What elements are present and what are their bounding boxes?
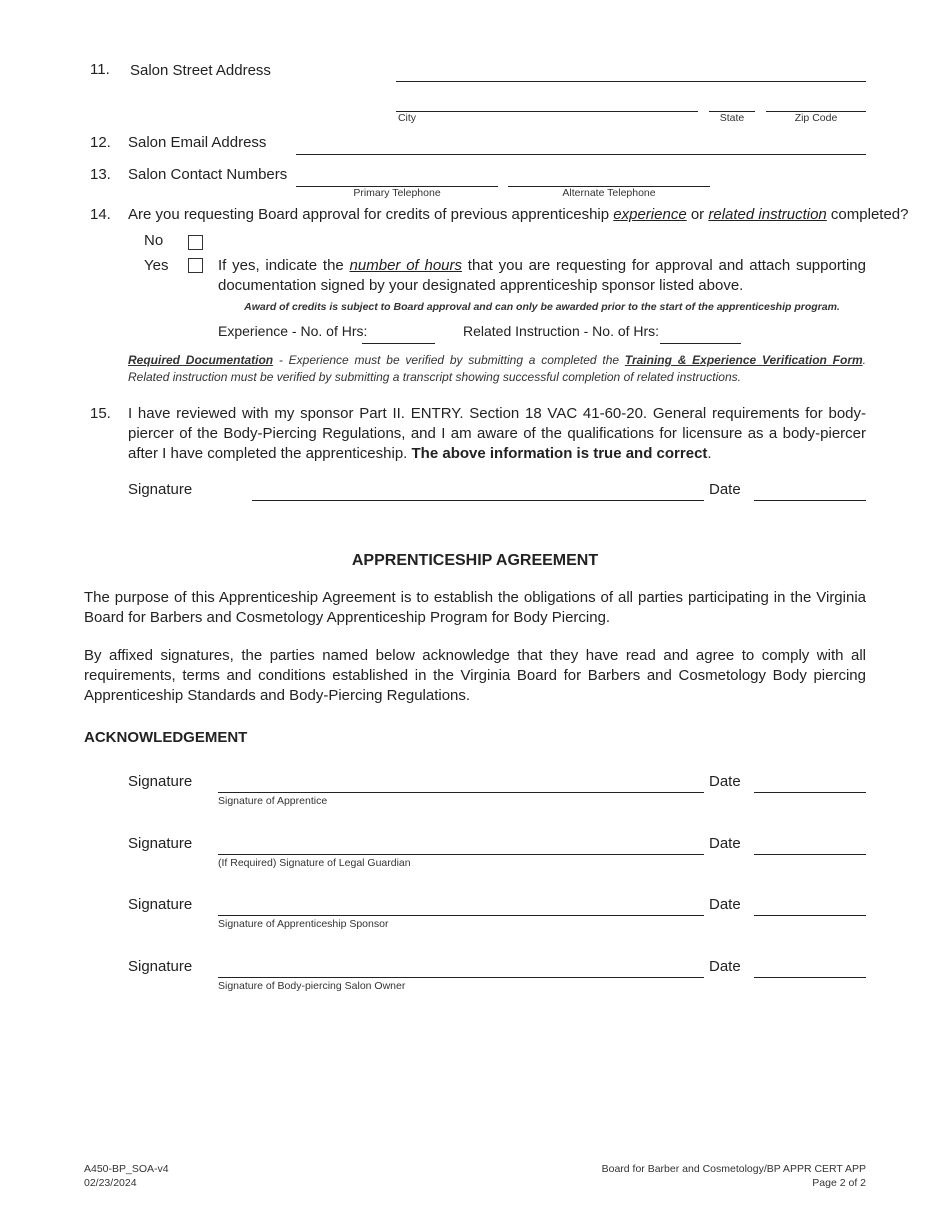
q15-signature-label: Signature xyxy=(128,481,193,498)
experience-hours-label: Experience - No. of Hrs: xyxy=(218,323,368,339)
sponsor-date-label: Date xyxy=(709,896,741,913)
experience-emphasis: experience xyxy=(613,206,687,223)
related-instruction-hours-label: Related Instruction - No. of Hrs: xyxy=(463,323,660,339)
no-checkbox[interactable] xyxy=(188,235,203,250)
q15-number: 15. xyxy=(90,405,111,422)
guardian-signature-label: Signature xyxy=(128,835,193,852)
verification-form-link: Training & Experience Verification Form xyxy=(624,353,863,367)
sponsor-signature-field[interactable] xyxy=(218,915,704,916)
acknowledgement-heading: ACKNOWLEDGEMENT xyxy=(84,729,248,746)
if-yes-instructions: If yes, indicate the number of hours that you are requesting for approval and attach supporting documentation signed by your designated apprenticeship sponsor listed above. xyxy=(218,257,866,294)
form-code: A450-BP_SOA-v4 xyxy=(84,1163,169,1175)
agreement-purpose: The purpose of this Apprenticeship Agreement is to establish the obligations of all parties participating in the Virginia Board for Barbers and Cosmetology Apprenticeship Program for Body Piercing. xyxy=(84,589,866,626)
q15-date-label: Date xyxy=(709,481,741,498)
sponsor-date-field[interactable] xyxy=(754,915,866,916)
award-note: Award of credits is subject to Board approval and can only be awarded prior to the start of the apprenticeship program. xyxy=(244,301,840,313)
q11-number: 11. xyxy=(90,61,110,78)
q13-number: 13. xyxy=(90,166,111,183)
zip-caption: Zip Code xyxy=(794,112,838,124)
footer-board-name: Board for Barber and Cosmetology/BP APPR CERT APP xyxy=(601,1163,866,1175)
city-caption: City xyxy=(397,112,417,124)
salon-email-label: Salon Email Address xyxy=(128,134,267,151)
q14-question: Are you requesting Board approval for credits of previous apprenticeship experience or related instruction completed? xyxy=(128,206,909,223)
salon-owner-signature-field[interactable] xyxy=(218,977,704,978)
street-address-field[interactable] xyxy=(396,81,866,82)
q15-signature-field[interactable] xyxy=(252,500,704,501)
salon-owner-signature-label: Signature xyxy=(128,958,193,975)
guardian-date-label: Date xyxy=(709,835,741,852)
yes-option-label: Yes xyxy=(144,257,169,274)
q15-date-field[interactable] xyxy=(754,500,866,501)
q14-number: 14. xyxy=(90,206,111,223)
salon-email-field[interactable] xyxy=(296,154,866,155)
primary-telephone-caption: Primary Telephone xyxy=(353,187,441,199)
related-instruction-emphasis: related instruction xyxy=(708,206,827,223)
number-of-hours-emphasis: number of hours xyxy=(349,257,463,274)
salon-street-address-label: Salon Street Address xyxy=(130,62,271,79)
alternate-telephone-caption: Alternate Telephone xyxy=(562,187,656,199)
sponsor-signature-label: Signature xyxy=(128,896,193,913)
salon-owner-date-label: Date xyxy=(709,958,741,975)
page-number: Page 2 of 2 xyxy=(812,1177,866,1189)
guardian-signature-caption: (If Required) Signature of Legal Guardian xyxy=(218,857,411,869)
related-instruction-hours-field[interactable] xyxy=(660,343,741,344)
guardian-signature-field[interactable] xyxy=(218,854,704,855)
agreement-acknowledge-text: By affixed signatures, the parties named below acknowledge that they have read and agree to comply with all requirements, terms and conditions established in the Virginia Board for Barbers and Cosmetology Body piercing Apprenticeship Standards and Body-Piercing Regulations. xyxy=(84,647,866,704)
salon-contact-label: Salon Contact Numbers xyxy=(128,166,288,183)
apprentice-signature-caption: Signature of Apprentice xyxy=(218,795,328,807)
apprentice-date-label: Date xyxy=(709,773,741,790)
form-revision-date: 02/23/2024 xyxy=(84,1177,137,1189)
apprentice-signature-field[interactable] xyxy=(218,792,704,793)
agreement-title: APPRENTICESHIP AGREEMENT xyxy=(351,552,599,569)
experience-hours-field[interactable] xyxy=(362,343,435,344)
salon-owner-date-field[interactable] xyxy=(754,977,866,978)
sponsor-signature-caption: Signature of Apprenticeship Sponsor xyxy=(218,918,389,930)
city-field[interactable] xyxy=(396,111,698,112)
apprentice-date-field[interactable] xyxy=(754,792,866,793)
q15-statement: I have reviewed with my sponsor Part II. ENTRY. Section 18 VAC 41-60-20. General requirements for body-piercer of the Body-Piercing Regulations, and I am aware of the qualifications for licensure as a body-piercer after I have completed the apprenticeship. The above information is true and correct. xyxy=(128,405,866,462)
state-caption: State xyxy=(719,112,745,124)
no-option-label: No xyxy=(144,232,164,249)
q12-number: 12. xyxy=(90,134,111,151)
apprentice-signature-label: Signature xyxy=(128,773,193,790)
required-documentation-note: Required Documentation - Experience must be verified by submitting a completed the Training & Experience Verification Form. Related instruction must be verified by submitting a transcript showing successful completion of related instructions. xyxy=(128,353,866,384)
guardian-date-field[interactable] xyxy=(754,854,866,855)
yes-checkbox[interactable] xyxy=(188,258,203,273)
salon-owner-signature-caption: Signature of Body-piercing Salon Owner xyxy=(218,980,406,992)
